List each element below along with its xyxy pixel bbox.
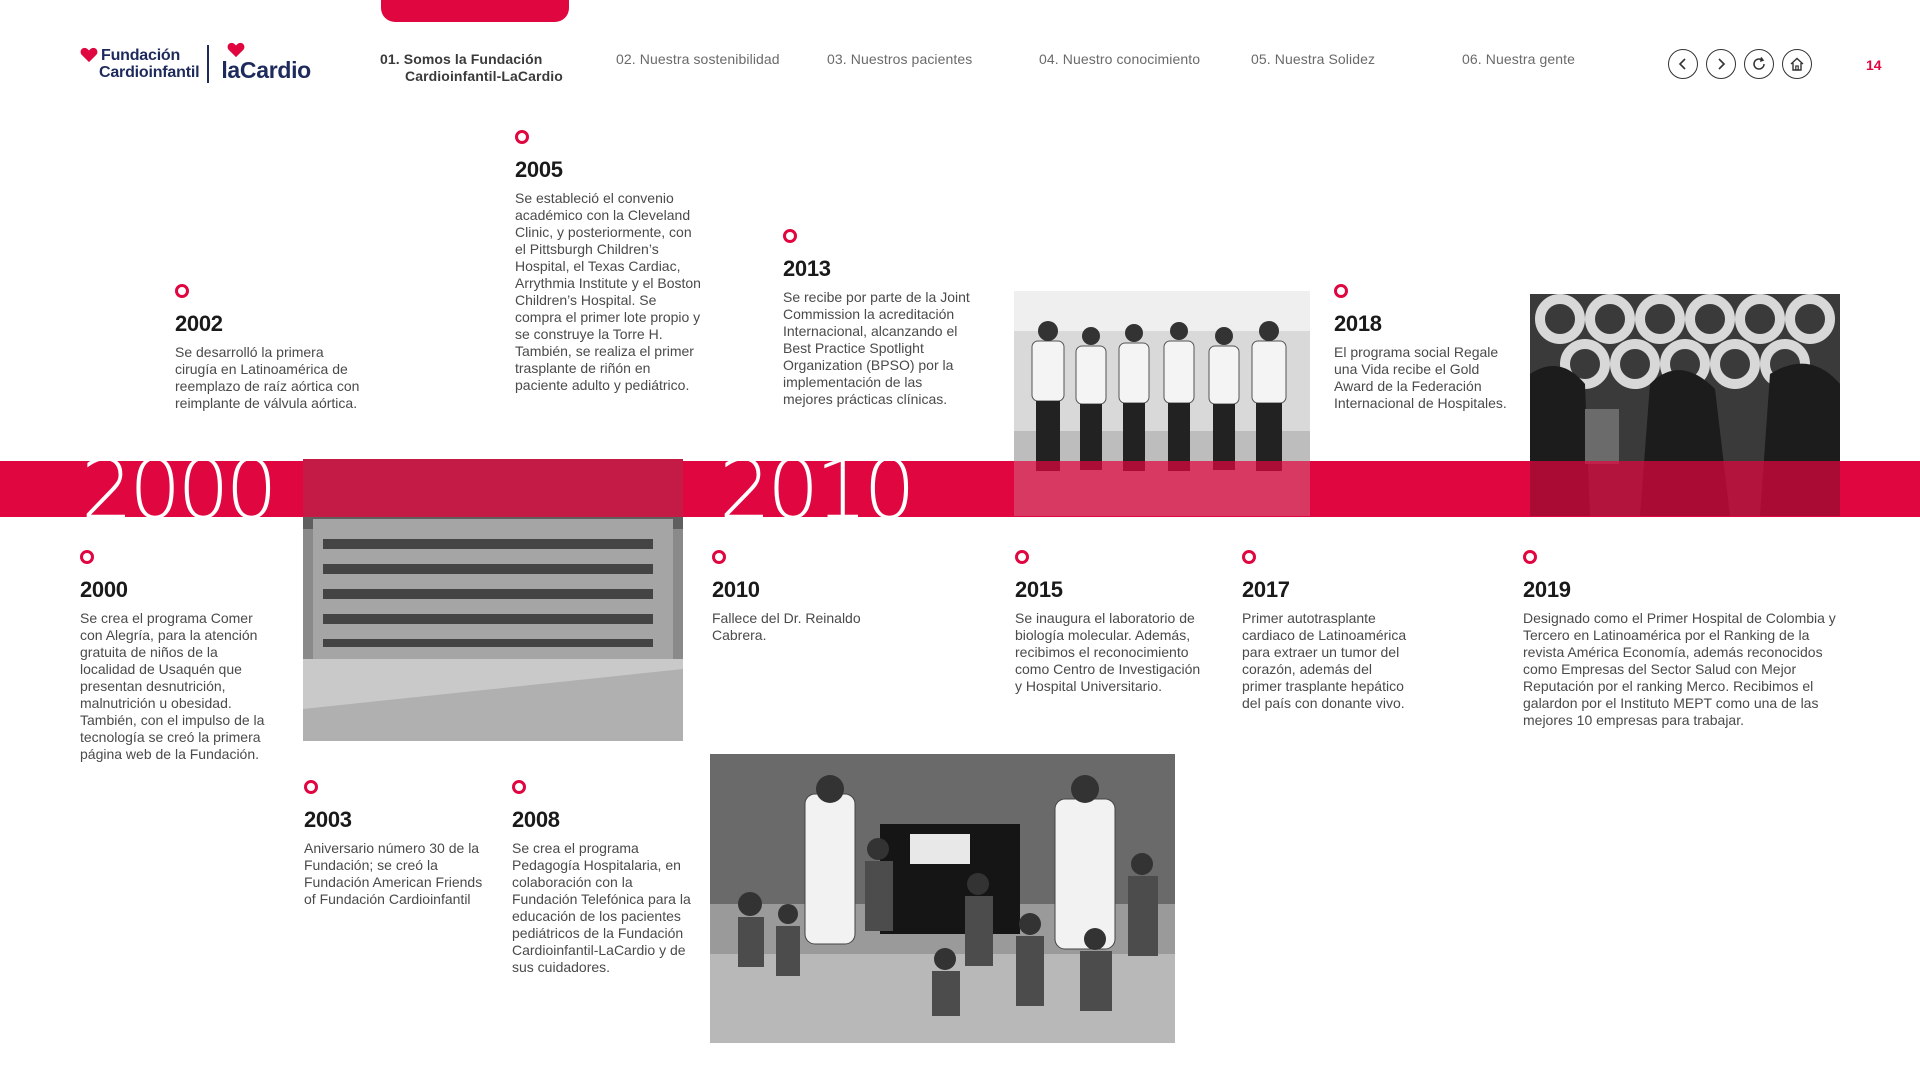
- timeline-event-2018: 2018 El programa social Regale una Vida recibe el Gold Award de la Federación Internacional de Hospitales.: [1334, 284, 1517, 412]
- heart-icon: [227, 42, 245, 58]
- nav-tab-01[interactable]: 01. Somos la Fundación Cardioinfantil-LaCardio: [380, 51, 563, 84]
- timeline-event-2005: 2005 Se estableció el convenio académico con la Cleveland Clinic, y posteriormente, con el Pittsburgh Children’s Hospital, el Texas Cardiac, Arrythmia Institute y el Boston Children’s Hospital. Se compra el primer lote propio y se construye la Torre H. También, se realiza el primer trasplante de riñón en paciente adulto y pediátrico.: [515, 130, 701, 394]
- nav-tab-04[interactable]: 04. Nuestro conocimiento: [1039, 51, 1201, 67]
- nav-tab-03[interactable]: 03. Nuestros pacientes: [827, 51, 973, 67]
- next-button[interactable]: [1706, 49, 1736, 79]
- children-piano-photo: [710, 754, 1175, 1043]
- nav-tab-05[interactable]: 05. Nuestra Solidez: [1251, 51, 1376, 67]
- refresh-icon: [1751, 56, 1767, 72]
- timeline-marker: [1242, 550, 1256, 564]
- timeline-marker: [304, 780, 318, 794]
- hospital-building-photo: [303, 459, 683, 741]
- timeline-marker: [515, 130, 529, 144]
- logo-brand: laCardio: [221, 45, 311, 84]
- logo-wordmark: Fundación Cardioinfantil: [80, 47, 199, 81]
- timeline-marker: [1523, 550, 1537, 564]
- previous-button[interactable]: [1668, 49, 1698, 79]
- decade-label-2000: 2000: [81, 443, 274, 538]
- timeline-event-2000: 2000 Se crea el programa Comer con Alegría, para la atención gratuita de niños de la localidad de Usaquén que presentan desnutrición, malnutrición u obesidad. También, con el impulso de la tecnología se creó la primera página web de la Fundación.: [80, 550, 270, 763]
- timeline-marker: [1015, 550, 1029, 564]
- timeline-marker: [512, 780, 526, 794]
- timeline-event-2010: 2010 Fallece del Dr. Reinaldo Cabrera.: [712, 550, 892, 644]
- timeline-event-2019: 2019 Designado como el Primer Hospital de Colombia y Tercero en Latinoamérica por el Ranking de la revista América Economía, además reconocidos como Empresas del Sector Salud con Mejor Reputación por el ranking Merco. Recibimos el galardon por el Instituto MEPT como una de las mejores 10 empresas para trabajar.: [1523, 550, 1843, 729]
- timeline-event-2003: 2003 Aniversario número 30 de la Fundación; se creó la Fundación American Friends of Fundación Cardioinfantil: [304, 780, 484, 908]
- active-tab-indicator: [381, 0, 569, 22]
- refresh-button[interactable]: [1744, 49, 1774, 79]
- timeline-event-2013: 2013 Se recibe por parte de la Joint Commission la acreditación Internacional, alcanzando el Best Practice Spotlight Organization (BPSO) por la implementación de las mejores prácticas clínicas.: [783, 229, 973, 408]
- timeline-marker: [80, 550, 94, 564]
- chevron-right-icon: [1713, 56, 1729, 72]
- decade-label-2010: 2010: [719, 443, 912, 538]
- award-ceremony-photo: [1530, 294, 1840, 516]
- nav-tab-06[interactable]: 06. Nuestra gente: [1462, 51, 1575, 67]
- logo-divider: [207, 45, 209, 83]
- timeline-marker: [712, 550, 726, 564]
- timeline-event-2008: 2008 Se crea el programa Pedagogía Hospitalaria, en colaboración con la Fundación Telefónica para la educación de los pacientes pediátricos de la Fundación Cardioinfantil-LaCardio y de sus cuidadores.: [512, 780, 694, 976]
- timeline-marker: [175, 284, 189, 298]
- timeline-event-2015: 2015 Se inaugura el laboratorio de biología molecular. Además, recibimos el reconocimiento como Centro de Investigación y Hospital Universitario.: [1015, 550, 1205, 695]
- timeline-marker: [1334, 284, 1348, 298]
- logo: [80, 44, 311, 84]
- nav-tab-02[interactable]: 02. Nuestra sostenibilidad: [616, 51, 780, 67]
- home-icon: [1789, 56, 1805, 72]
- home-button[interactable]: [1782, 49, 1812, 79]
- timeline-event-2017: 2017 Primer autotrasplante cardiaco de Latinoamérica para extraer un tumor del corazón, además del primer trasplante hepático del país con donante vivo.: [1242, 550, 1414, 712]
- timeline-event-2002: 2002 Se desarrolló la primera cirugía en Latinoamérica de reemplazo de raíz aórtica con reimplante de válvula aórtica.: [175, 284, 365, 412]
- heart-icon: [80, 47, 98, 63]
- nurses-team-photo: [1014, 291, 1310, 516]
- page-number: 14: [1866, 57, 1882, 73]
- timeline-marker: [783, 229, 797, 243]
- chevron-left-icon: [1675, 56, 1691, 72]
